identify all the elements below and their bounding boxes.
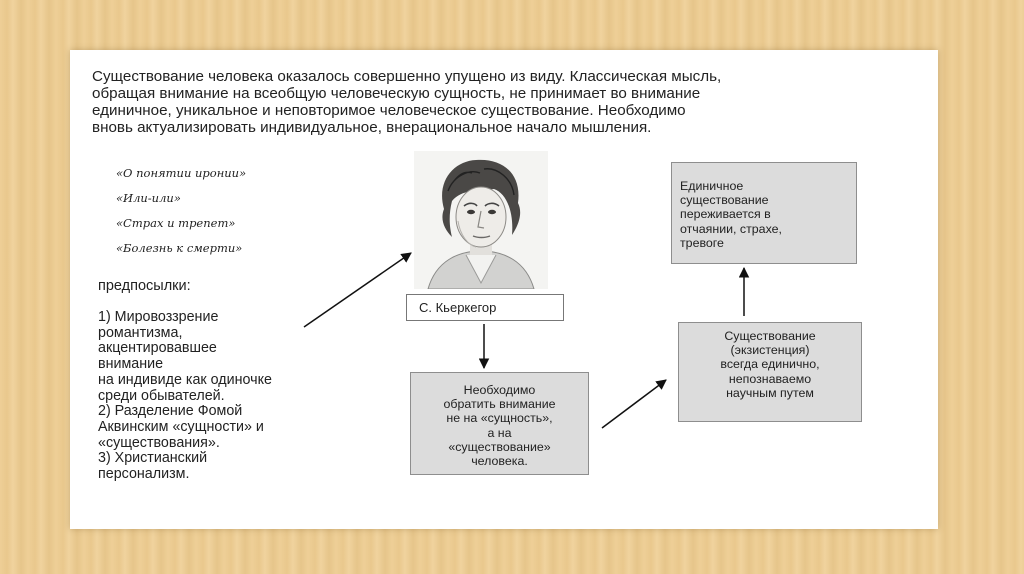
work-title: «Или-или»	[116, 191, 181, 205]
box-line: тревоге	[680, 235, 724, 250]
slide	[70, 50, 938, 529]
box-line: обратить внимание	[443, 397, 556, 412]
box-line: научным путем	[726, 385, 814, 400]
box-line: существование	[680, 193, 769, 208]
premise-line: внимание	[98, 356, 164, 373]
intro-line: вновь актуализировать индивидуальное, внерациональное начало мышления.	[92, 119, 652, 136]
intro-line: Существование человека оказалось совершенно упущено из виду. Классическая мысль,	[92, 68, 722, 85]
work-title: «О понятии иронии»	[116, 166, 247, 180]
premise-line: Аквинским «сущности» и	[98, 418, 264, 435]
premise-line: 3) Христианский	[98, 450, 208, 467]
box-line: Необходимо	[463, 383, 536, 397]
intro-line: единичное, уникальное и неповторимое человеческое существование. Необходимо	[92, 102, 686, 119]
intro-line: обращая внимание на всеобщую человеческую сущность, не принимает во внимание	[92, 85, 701, 102]
premises-title: предпосылки:	[98, 278, 191, 294]
premise-line: на индивиде как одиночке	[98, 371, 272, 388]
box-line: (экзистенция)	[730, 343, 810, 358]
box-line: Единичное	[680, 179, 744, 193]
premise-line: «существования».	[98, 434, 220, 451]
work-title: «Страх и трепет»	[116, 216, 236, 230]
work-title: «Болезнь к смерти»	[116, 241, 243, 255]
box-line: непознаваемо	[728, 371, 812, 386]
premise-line: среди обывателей.	[98, 387, 225, 404]
arrow-premises-to-portrait	[304, 253, 411, 327]
premise-line: 1) Мировоззрение	[98, 309, 219, 325]
box-line: всегда единично,	[720, 357, 820, 372]
premise-line: акцентировавшее	[98, 340, 217, 357]
box-line: Существование	[724, 329, 816, 343]
philosopher-name: С. Кьеркегор	[419, 300, 497, 315]
box-line: переживается в	[680, 207, 771, 222]
premise-line: персонализм.	[98, 466, 190, 483]
arrow-attention-to-existence	[602, 380, 666, 428]
premise-line: романтизма,	[98, 324, 183, 341]
box-line: отчаянии, страхе,	[680, 221, 782, 236]
box-line: а на	[487, 425, 512, 440]
premise-line: 2) Разделение Фомой	[98, 403, 243, 420]
arrows-layer	[70, 50, 938, 529]
box-line: не на «сущность»,	[446, 411, 553, 426]
box-line: человека.	[471, 454, 528, 469]
box-line: «существование»	[448, 439, 551, 454]
